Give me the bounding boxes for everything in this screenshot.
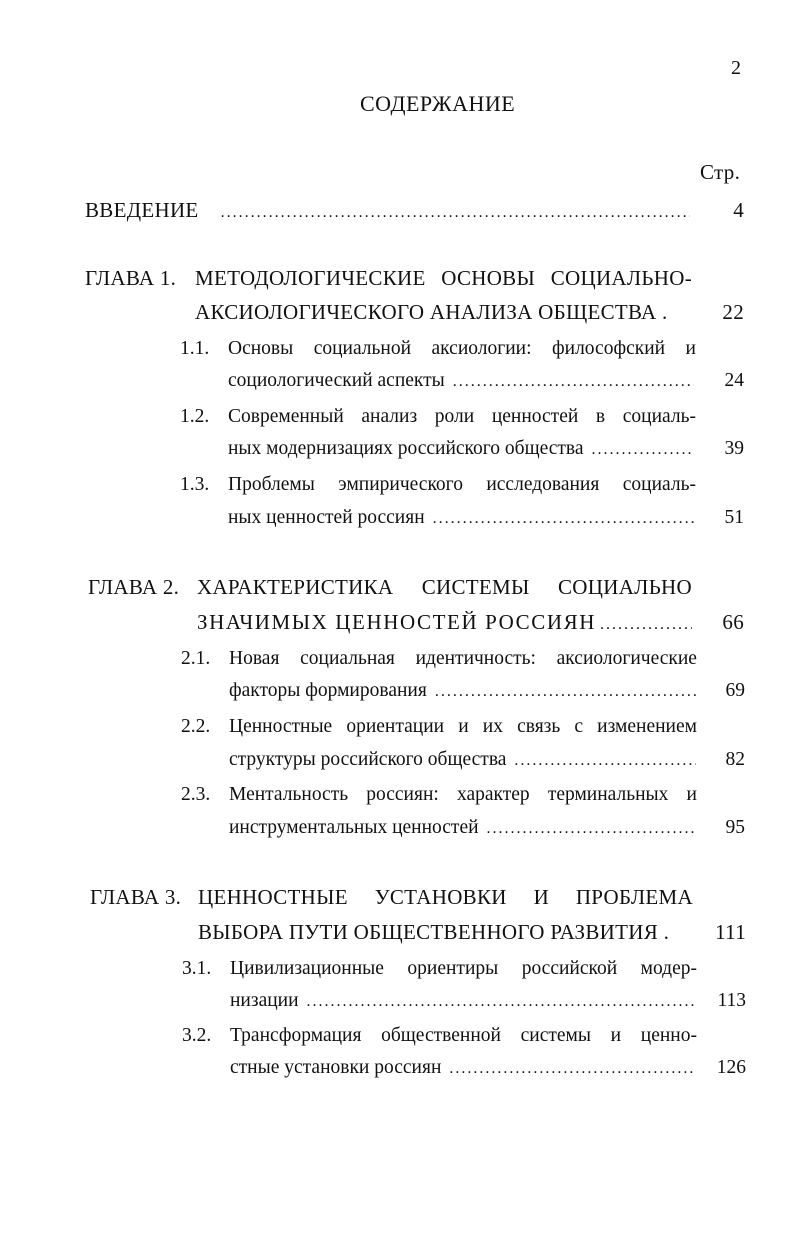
chapter-page: 111 — [715, 920, 746, 944]
section-title-word: в — [595, 406, 606, 427]
section-title-line-1[interactable] — [228, 338, 696, 360]
section-title-word: россиян: — [366, 784, 439, 805]
section-page: 39 — [724, 438, 744, 459]
section-title-line-1[interactable] — [230, 1025, 697, 1047]
chapter-title-word: СОЦИАЛЬНО — [557, 575, 692, 599]
section-title-word: ориентиры — [407, 958, 499, 979]
section-title-text: структуры российского общества — [229, 749, 507, 770]
section-title-line-1[interactable] — [229, 648, 697, 670]
section-title-word: и — [686, 784, 697, 805]
chapter-page: 66 — [722, 610, 744, 634]
chapter-page: 22 — [722, 300, 744, 324]
section-title-word: Цивилизационные — [230, 958, 384, 979]
leader-dots — [600, 616, 692, 634]
section-number: 2.1. — [181, 648, 211, 669]
chapter-title-word: СОЦИАЛЬНО- — [550, 266, 692, 290]
chapter-title-word: МЕТОДОЛОГИЧЕСКИЕ — [195, 266, 426, 290]
section-title-word: связь — [517, 716, 561, 737]
leader-dots — [487, 820, 696, 838]
chapter-number: ГЛАВА 1. — [85, 266, 177, 290]
section-page: 126 — [716, 1057, 746, 1078]
chapter-title-line-1[interactable] — [197, 575, 692, 600]
section-title-word: российской — [521, 958, 618, 979]
section-title-word: аксиологии: — [431, 338, 532, 359]
section-title-text: стные установки россиян — [230, 1057, 442, 1078]
leader-dots — [435, 683, 696, 701]
section-title-line-2[interactable] — [228, 507, 694, 529]
leader-dots — [307, 993, 696, 1011]
section-title-text: факторы формирования — [229, 680, 427, 701]
section-title-word: ориентации — [346, 716, 445, 737]
chapter-title-word: ХАРАКТЕРИСТИКА — [197, 575, 394, 599]
section-title-word: и — [610, 1025, 622, 1046]
section-number: 1.3. — [180, 474, 210, 495]
section-title-word: аксиологические — [556, 648, 697, 669]
section-title-word: социальной — [313, 338, 412, 359]
chapter-title-word: УСТАНОВКИ — [374, 885, 507, 909]
section-title-text: ных ценностей россиян — [228, 507, 425, 528]
leader-dots — [592, 441, 694, 459]
section-title-line-2[interactable] — [229, 817, 696, 839]
section-number: 3.2. — [182, 1025, 212, 1046]
section-title-word: роли — [434, 406, 475, 427]
leader-dots — [453, 373, 694, 391]
section-title-word: эмпирического — [338, 474, 463, 495]
chapter-title-line-2[interactable]: ВЫБОРА ПУТИ ОБЩЕСТВЕННОГО РАЗВИТИЯ . — [198, 920, 670, 944]
leader-dots — [514, 752, 696, 770]
section-title-word: Ментальность — [229, 784, 349, 805]
section-title-word: идентичность: — [415, 648, 536, 669]
section-title-line-1[interactable] — [230, 958, 697, 980]
section-title-word: характер — [456, 784, 530, 805]
section-page: 24 — [724, 370, 744, 391]
section-title-word: системы — [520, 1025, 591, 1046]
chapter-title-line-2[interactable]: АКСИОЛОГИЧЕСКОГО АНАЛИЗА ОБЩЕСТВА . — [195, 300, 668, 324]
section-title-word: ценно- — [640, 1025, 697, 1046]
section-title-line-1[interactable] — [229, 716, 697, 738]
section-number: 2.2. — [181, 716, 211, 737]
chapter-title-word: И — [533, 885, 550, 909]
page-title: СОДЕРЖАНИЕ — [360, 91, 516, 116]
section-page: 69 — [725, 680, 745, 701]
section-title-word: модер- — [640, 958, 697, 979]
section-title-word: ценностей — [491, 406, 579, 427]
section-title-word: философский — [552, 338, 666, 359]
section-title-text: низации — [230, 990, 299, 1011]
section-title-word: социальная — [300, 648, 395, 669]
section-number: 1.2. — [180, 406, 210, 427]
section-title-line-2[interactable] — [230, 1057, 696, 1079]
leader-dots — [449, 1060, 696, 1078]
section-title-word: общественной — [381, 1025, 501, 1046]
section-title-word: и — [685, 338, 696, 359]
section-title-line-2[interactable] — [228, 438, 694, 460]
section-number: 2.3. — [181, 784, 211, 805]
section-title-line-2[interactable] — [229, 680, 696, 702]
section-page: 82 — [725, 749, 745, 770]
section-title-word: исследования — [486, 474, 600, 495]
section-title-word: социаль- — [622, 474, 696, 495]
chapter-title-word: СИСТЕМЫ — [421, 575, 530, 599]
page-column-label: Стр. — [700, 160, 741, 184]
page-number: 2 — [731, 57, 741, 79]
section-title-word: социаль- — [622, 406, 696, 427]
section-title-word: изменением — [597, 716, 697, 737]
section-title-text: инструментальных ценностей — [229, 817, 479, 838]
toc-entry-label: ВВЕДЕНИЕ — [85, 198, 199, 222]
section-title-text: социологический аспекты — [228, 370, 445, 391]
section-title-word: с — [574, 716, 584, 737]
section-title-word: Основы — [228, 338, 294, 359]
section-title-line-1[interactable] — [229, 784, 697, 806]
section-page: 95 — [725, 817, 745, 838]
section-title-word: Ценностные — [229, 716, 333, 737]
section-title-line-2[interactable] — [228, 370, 694, 392]
chapter-number: ГЛАВА 3. — [90, 885, 182, 909]
section-title-word: Проблемы — [228, 474, 315, 495]
chapter-title-word: ОСНОВЫ — [441, 266, 536, 290]
chapter-title-line-1[interactable] — [195, 266, 692, 291]
section-title-text: ных модернизациях российского общества — [228, 438, 584, 459]
section-page: 51 — [724, 507, 744, 528]
leader-dots — [433, 510, 694, 528]
chapter-title-text: ЗНАЧИМЫХ ЦЕННОСТЕЙ РОССИЯН — [197, 610, 597, 634]
toc-entry-page: 4 — [733, 198, 744, 222]
section-page: 113 — [717, 990, 746, 1011]
chapter-title-line-2[interactable] — [197, 610, 692, 635]
section-title-word: их — [482, 716, 503, 737]
section-title-line-1[interactable] — [228, 474, 696, 496]
section-number: 1.1. — [180, 338, 210, 359]
section-title-word: терминальных — [547, 784, 669, 805]
section-title-line-2[interactable] — [230, 990, 696, 1012]
section-title-word: и — [458, 716, 469, 737]
section-title-word: Новая — [229, 648, 280, 669]
chapter-title-word: ПРОБЛЕМА — [575, 885, 693, 909]
chapter-title-word: ЦЕННОСТНЫЕ — [198, 885, 348, 909]
leader-dots — [221, 204, 690, 222]
chapter-title-line-1[interactable] — [198, 885, 693, 910]
toc-entry-intro[interactable] — [85, 198, 690, 223]
section-title-line-1[interactable] — [228, 406, 696, 428]
section-number: 3.1. — [182, 958, 212, 979]
chapter-number: ГЛАВА 2. — [88, 575, 180, 599]
section-title-line-2[interactable] — [229, 749, 696, 771]
section-title-word: Трансформация — [230, 1025, 362, 1046]
section-title-word: анализ — [361, 406, 418, 427]
section-title-word: Современный — [228, 406, 344, 427]
